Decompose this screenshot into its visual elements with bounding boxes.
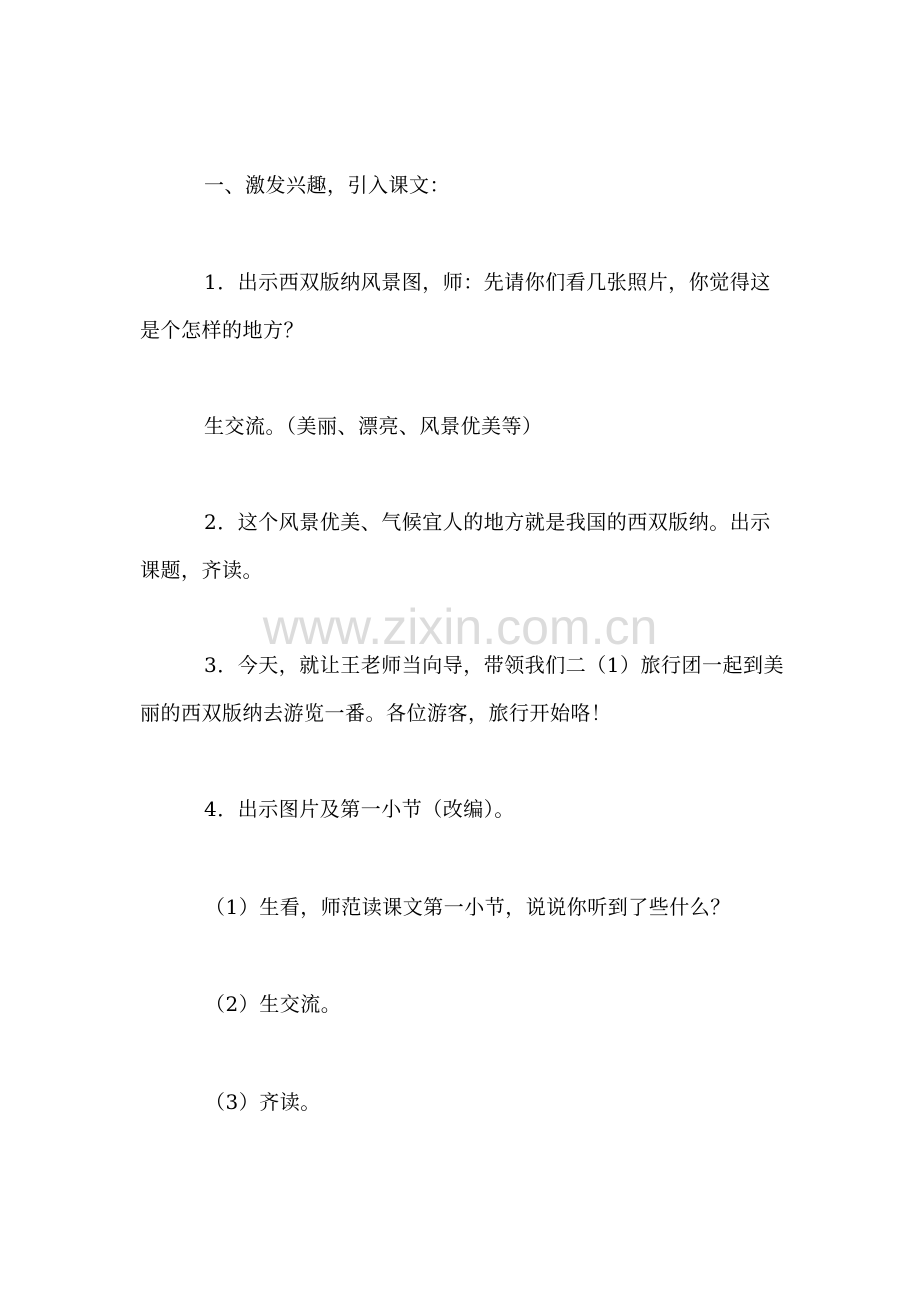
paragraph-5: 4．出示图片及第一小节（改编）。 <box>204 797 515 821</box>
paragraph-2: 生交流。（美丽、漂亮、风景优美等） <box>204 414 543 438</box>
watermark-text: www.zixin.com.cn <box>262 599 658 655</box>
sub-item-2: （2）生交流。 <box>205 992 342 1016</box>
paragraph-3: 2．这个风景优美、气候宜人的地方就是我国的西双版纳。出示课题，齐读。 <box>140 510 771 582</box>
paragraph-4: 3．今天，就让王老师当向导，带领我们二（1）旅行团一起到美丽的西双版纳去游览一番。各位游客，旅行开始咯！ <box>140 653 784 725</box>
sub-item-3: （3）齐读。 <box>205 1090 321 1114</box>
sub-item-1: （1）生看，师范读课文第一小节，说说你听到了些什么？ <box>205 895 731 919</box>
paragraph-1: 1．出示西双版纳风景图，师：先请你们看几张照片，你觉得这是个怎样的地方？ <box>140 270 771 342</box>
section-heading: 一、激发兴趣，引入课文： <box>204 173 450 197</box>
